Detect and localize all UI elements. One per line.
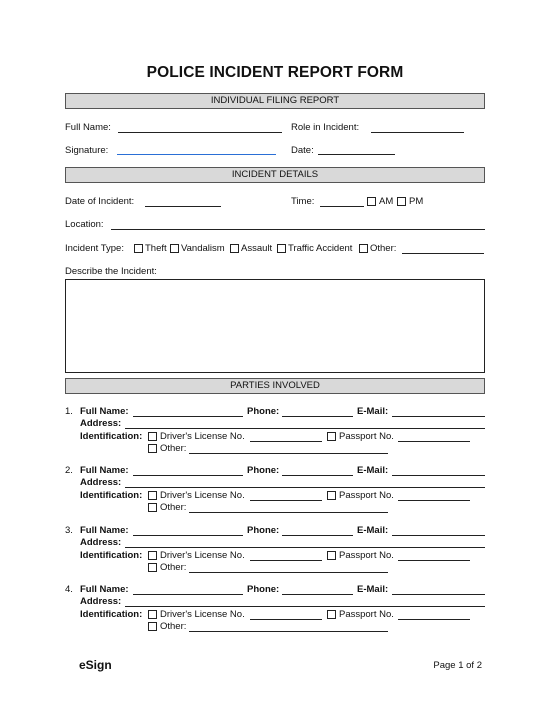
- section-header-filing: INDIVIDUAL FILING REPORT: [65, 93, 485, 109]
- party-full-name-label: Full Name:: [80, 465, 129, 476]
- party-other-field[interactable]: [189, 631, 388, 632]
- location-label: Location:: [65, 219, 104, 230]
- party-license-field[interactable]: [250, 560, 322, 561]
- party-number: 3.: [65, 525, 73, 536]
- party-license-label: Driver's License No.: [160, 609, 245, 620]
- party-other-label: Other:: [160, 621, 187, 632]
- party-other-checkbox[interactable]: [148, 444, 157, 453]
- party-address-label: Address:: [80, 596, 122, 607]
- party-address-field[interactable]: [125, 428, 485, 429]
- party-full-name-label: Full Name:: [80, 584, 129, 595]
- party-passport-checkbox[interactable]: [327, 551, 336, 560]
- party-email-label: E-Mail:: [357, 584, 389, 595]
- party-license-checkbox[interactable]: [148, 432, 157, 441]
- page-number: Page 1 of 2: [433, 660, 482, 671]
- party-full-name-label: Full Name:: [80, 406, 129, 417]
- party-passport-field[interactable]: [398, 560, 470, 561]
- party-email-label: E-Mail:: [357, 406, 389, 417]
- other-type-checkbox[interactable]: [359, 244, 368, 253]
- party-passport-label: Passport No.: [339, 431, 394, 442]
- party-license-checkbox[interactable]: [148, 551, 157, 560]
- incident-date-field[interactable]: [145, 206, 221, 207]
- party-email-field[interactable]: [392, 594, 485, 595]
- party-full-name-field[interactable]: [133, 535, 243, 536]
- signature-field[interactable]: [117, 154, 276, 155]
- party-address-label: Address:: [80, 477, 122, 488]
- party-other-checkbox[interactable]: [148, 503, 157, 512]
- am-label: AM: [379, 196, 394, 207]
- party-address-field[interactable]: [125, 606, 485, 607]
- party-other-checkbox[interactable]: [148, 563, 157, 572]
- party-license-field[interactable]: [250, 500, 322, 501]
- pm-checkbox[interactable]: [397, 197, 406, 206]
- party-number: 1.: [65, 406, 73, 417]
- party-license-label: Driver's License No.: [160, 490, 245, 501]
- filing-date-label: Date:: [291, 145, 314, 156]
- brand-logo: eSign: [79, 658, 112, 672]
- party-passport-field[interactable]: [398, 619, 470, 620]
- full-name-label: Full Name:: [65, 122, 111, 133]
- party-phone-field[interactable]: [282, 535, 353, 536]
- party-address-label: Address:: [80, 418, 122, 429]
- party-address-label: Address:: [80, 537, 122, 548]
- party-full-name-field[interactable]: [133, 594, 243, 595]
- full-name-field[interactable]: [118, 132, 282, 133]
- other-type-field[interactable]: [402, 253, 484, 254]
- party-passport-checkbox[interactable]: [327, 610, 336, 619]
- party-phone-label: Phone:: [247, 406, 280, 417]
- describe-label: Describe the Incident:: [65, 266, 157, 277]
- location-field[interactable]: [111, 229, 485, 230]
- party-passport-label: Passport No.: [339, 609, 394, 620]
- traffic-accident-checkbox[interactable]: [277, 244, 286, 253]
- party-license-checkbox[interactable]: [148, 491, 157, 500]
- party-other-field[interactable]: [189, 512, 388, 513]
- party-passport-field[interactable]: [398, 500, 470, 501]
- party-passport-checkbox[interactable]: [327, 491, 336, 500]
- party-full-name-field[interactable]: [133, 475, 243, 476]
- am-checkbox[interactable]: [367, 197, 376, 206]
- party-identification-label: Identification:: [80, 550, 143, 561]
- party-full-name-label: Full Name:: [80, 525, 129, 536]
- party-other-field[interactable]: [189, 453, 388, 454]
- party-identification-label: Identification:: [80, 431, 143, 442]
- party-license-checkbox[interactable]: [148, 610, 157, 619]
- party-other-label: Other:: [160, 562, 187, 573]
- party-number: 4.: [65, 584, 73, 595]
- describe-textarea[interactable]: [65, 279, 485, 373]
- party-email-field[interactable]: [392, 535, 485, 536]
- party-other-label: Other:: [160, 502, 187, 513]
- party-license-field[interactable]: [250, 619, 322, 620]
- page-title: POLICE INCIDENT REPORT FORM: [146, 64, 404, 81]
- assault-label: Assault: [241, 243, 273, 254]
- party-phone-label: Phone:: [247, 525, 280, 536]
- role-field[interactable]: [371, 132, 464, 133]
- section-header-details: INCIDENT DETAILS: [65, 167, 485, 183]
- party-identification-label: Identification:: [80, 609, 143, 620]
- party-other-checkbox[interactable]: [148, 622, 157, 631]
- party-email-label: E-Mail:: [357, 465, 389, 476]
- party-phone-label: Phone:: [247, 465, 280, 476]
- assault-checkbox[interactable]: [230, 244, 239, 253]
- theft-label: Theft: [145, 243, 167, 254]
- party-full-name-field[interactable]: [133, 416, 243, 417]
- traffic-accident-label: Traffic Accident: [288, 243, 353, 254]
- party-other-label: Other:: [160, 443, 187, 454]
- pm-label: PM: [409, 196, 424, 207]
- incident-type-label: Incident Type:: [65, 243, 124, 254]
- party-address-field[interactable]: [125, 547, 485, 548]
- signature-label: Signature:: [65, 145, 109, 156]
- party-email-field[interactable]: [392, 416, 485, 417]
- incident-time-label: Time:: [291, 196, 315, 207]
- incident-date-label: Date of Incident:: [65, 196, 135, 207]
- incident-time-field[interactable]: [320, 206, 364, 207]
- other-type-label: Other:: [370, 243, 397, 254]
- party-license-label: Driver's License No.: [160, 431, 245, 442]
- party-phone-field[interactable]: [282, 416, 353, 417]
- party-passport-label: Passport No.: [339, 550, 394, 561]
- party-identification-label: Identification:: [80, 490, 143, 501]
- party-number: 2.: [65, 465, 73, 476]
- theft-checkbox[interactable]: [134, 244, 143, 253]
- party-phone-label: Phone:: [247, 584, 280, 595]
- party-license-label: Driver's License No.: [160, 550, 245, 561]
- party-passport-checkbox[interactable]: [327, 432, 336, 441]
- party-passport-label: Passport No.: [339, 490, 394, 501]
- party-address-field[interactable]: [125, 487, 485, 488]
- vandalism-checkbox[interactable]: [170, 244, 179, 253]
- vandalism-label: Vandalism: [181, 243, 225, 254]
- party-phone-field[interactable]: [282, 475, 353, 476]
- party-license-field[interactable]: [250, 441, 322, 442]
- filing-date-field[interactable]: [318, 154, 395, 155]
- party-passport-field[interactable]: [398, 441, 470, 442]
- party-email-field[interactable]: [392, 475, 485, 476]
- party-other-field[interactable]: [189, 572, 388, 573]
- role-label: Role in Incident:: [291, 122, 360, 133]
- section-header-parties: PARTIES INVOLVED: [65, 378, 485, 394]
- party-email-label: E-Mail:: [357, 525, 389, 536]
- party-phone-field[interactable]: [282, 594, 353, 595]
